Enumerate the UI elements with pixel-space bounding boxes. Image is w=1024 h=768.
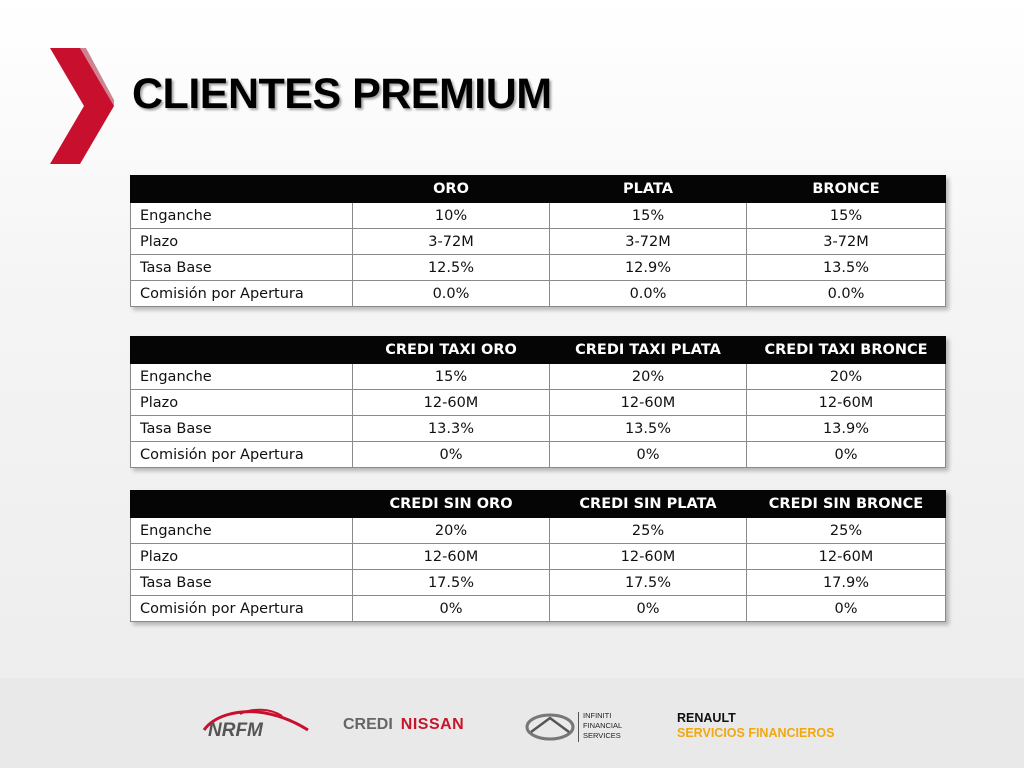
header-cell-blank: [131, 337, 353, 364]
row-label: Comisión por Apertura: [131, 281, 353, 307]
table-cell: 12-60M: [550, 390, 747, 416]
rates-table-premium: [130, 175, 946, 307]
rates-table-credi-taxi: [130, 336, 946, 468]
table-row: [131, 518, 946, 544]
table-cell: 12-60M: [550, 544, 747, 570]
table-cell: 13.9%: [747, 416, 946, 442]
header-cell: BRONCE: [747, 176, 946, 203]
table-row: [131, 229, 946, 255]
table-row: [131, 281, 946, 307]
table-cell: 20%: [353, 518, 550, 544]
table-header-row: [131, 491, 946, 518]
table-cell: 0%: [353, 596, 550, 622]
header-cell: CREDI TAXI PLATA: [550, 337, 747, 364]
table-cell: 20%: [747, 364, 946, 390]
table-cell: 3-72M: [550, 229, 747, 255]
table-row: [131, 255, 946, 281]
table-cell: 12-60M: [747, 390, 946, 416]
table-cell: 10%: [353, 203, 550, 229]
table-header-row: [131, 176, 946, 203]
row-label: Enganche: [131, 203, 353, 229]
table-cell: 25%: [550, 518, 747, 544]
table-cell: 12.9%: [550, 255, 747, 281]
infiniti-line: FINANCIAL: [583, 721, 623, 730]
table-cell: 17.5%: [353, 570, 550, 596]
table-cell: 13.3%: [353, 416, 550, 442]
table-cell: 0%: [747, 442, 946, 468]
table-cell: 17.9%: [747, 570, 946, 596]
table-cell: 12-60M: [353, 390, 550, 416]
table-row: [131, 416, 946, 442]
table-cell: 12-60M: [747, 544, 946, 570]
nissan-logo-text: NISSAN: [400, 716, 465, 733]
logo-divider: [578, 712, 579, 742]
table-row: [131, 390, 946, 416]
table-cell: 13.5%: [747, 255, 946, 281]
renault-logo-text: RENAULT: [677, 711, 736, 725]
infiniti-line: INFINITI: [583, 711, 612, 720]
row-label: Plazo: [131, 229, 353, 255]
table-cell: 0%: [550, 442, 747, 468]
table-cell: 0.0%: [550, 281, 747, 307]
table-cell: 15%: [353, 364, 550, 390]
table-row: [131, 570, 946, 596]
table-row: [131, 364, 946, 390]
table-cell: 12.5%: [353, 255, 550, 281]
row-label: Comisión por Apertura: [131, 442, 353, 468]
rates-table-credi-sin: [130, 490, 946, 622]
footer-bar: [0, 678, 1024, 768]
table-cell: 15%: [747, 203, 946, 229]
table-cell: 0.0%: [747, 281, 946, 307]
header-cell: CREDI TAXI BRONCE: [747, 337, 946, 364]
row-label: Tasa Base: [131, 416, 353, 442]
table-row: [131, 596, 946, 622]
header-cell-blank: [131, 176, 353, 203]
infiniti-financial-logo: [525, 710, 645, 744]
credi-logo-text: CREDI: [343, 716, 393, 733]
table-cell: 0%: [747, 596, 946, 622]
table-cell: 0%: [353, 442, 550, 468]
infiniti-emblem-icon: [525, 712, 575, 742]
header-cell: CREDI SIN ORO: [353, 491, 550, 518]
row-label: Plazo: [131, 390, 353, 416]
credi-nissan-logo: [343, 716, 464, 734]
table-row: [131, 203, 946, 229]
table-row: [131, 442, 946, 468]
header-cell-blank: [131, 491, 353, 518]
nrfm-logo: [200, 704, 312, 748]
header-cell: CREDI SIN BRONCE: [747, 491, 946, 518]
header-cell: ORO: [353, 176, 550, 203]
table-cell: 13.5%: [550, 416, 747, 442]
servicios-financieros-text: SERVICIOS FINANCIEROS: [677, 726, 835, 740]
row-label: Tasa Base: [131, 255, 353, 281]
row-label: Tasa Base: [131, 570, 353, 596]
table-cell: 0.0%: [353, 281, 550, 307]
table-cell: 3-72M: [747, 229, 946, 255]
table-cell: 20%: [550, 364, 747, 390]
nrfm-logo-text: NRFM: [208, 720, 263, 741]
infiniti-line: SERVICES: [583, 731, 621, 740]
table-cell: 17.5%: [550, 570, 747, 596]
row-label: Enganche: [131, 518, 353, 544]
infiniti-logo-text: [583, 711, 622, 741]
table-row: [131, 544, 946, 570]
table-header-row: [131, 337, 946, 364]
table-cell: 15%: [550, 203, 747, 229]
row-label: Plazo: [131, 544, 353, 570]
renault-financial-logo: [677, 711, 834, 741]
row-label: Comisión por Apertura: [131, 596, 353, 622]
header-cell: CREDI TAXI ORO: [353, 337, 550, 364]
header-cell: PLATA: [550, 176, 747, 203]
table-cell: 25%: [747, 518, 946, 544]
red-chevron-icon: [50, 48, 114, 164]
table-cell: 3-72M: [353, 229, 550, 255]
row-label: Enganche: [131, 364, 353, 390]
header-cell: CREDI SIN PLATA: [550, 491, 747, 518]
table-cell: 12-60M: [353, 544, 550, 570]
page-title: CLIENTES PREMIUM: [132, 70, 552, 118]
table-cell: 0%: [550, 596, 747, 622]
